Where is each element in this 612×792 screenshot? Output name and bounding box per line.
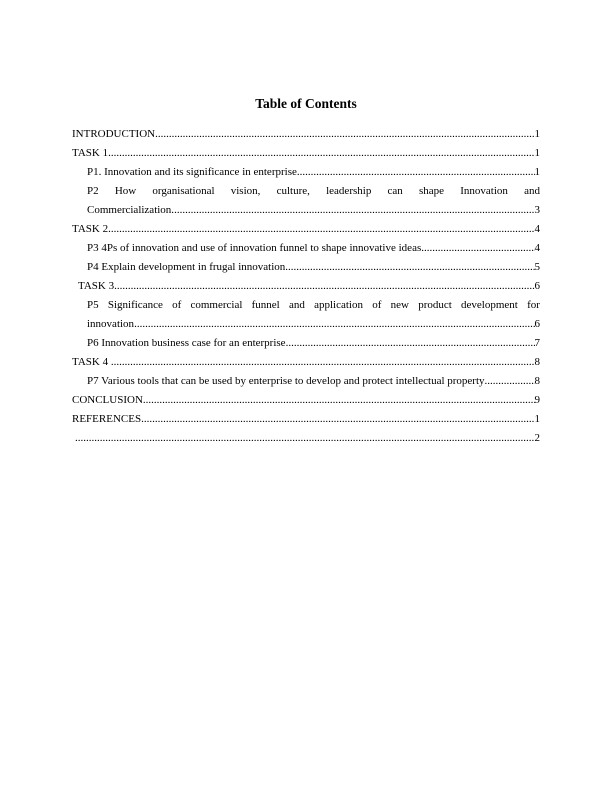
dot-leader xyxy=(421,239,534,258)
toc-word: of xyxy=(172,299,182,311)
toc-entry-p1[interactable] xyxy=(72,163,540,182)
dot-leader xyxy=(297,163,535,182)
toc-entry-page: 6 xyxy=(534,318,540,330)
dot-leader xyxy=(111,353,535,372)
toc-word: for xyxy=(527,299,540,311)
toc-entry-label: innovation xyxy=(87,318,135,330)
toc-word: of xyxy=(372,299,382,311)
toc-word: Innovation xyxy=(460,185,508,197)
toc-entry-page: 1 xyxy=(534,166,540,178)
toc-entry-label: Commercialization. xyxy=(87,204,175,216)
toc-word: P5 xyxy=(87,299,99,311)
toc-entry-label: P3 4Ps of innovation and use of innovation funnel to shape innovative ideas xyxy=(87,242,422,254)
toc-word: leadership xyxy=(326,185,372,197)
toc-entry-page: 4 xyxy=(534,242,540,254)
toc-entry-p4[interactable] xyxy=(72,258,540,277)
toc-word: commercial xyxy=(190,299,243,311)
toc-entry-p6[interactable] xyxy=(72,334,540,353)
dot-leader xyxy=(174,201,534,220)
toc-word: and xyxy=(288,299,305,311)
dot-leader xyxy=(286,334,535,353)
toc-entry-page: 9 xyxy=(534,394,540,406)
table-of-contents xyxy=(72,125,540,448)
toc-entry-introduction[interactable] xyxy=(72,125,540,144)
toc-entry-label: TASK 1 xyxy=(72,147,109,159)
toc-word: product xyxy=(418,299,452,311)
dot-leader xyxy=(134,315,534,334)
toc-entry-label: P7 Various tools that can be used by enterprise to develop and protect intellectual property xyxy=(87,375,485,387)
toc-entry-p2-line-1[interactable] xyxy=(72,182,540,201)
toc-entry-label: REFERENCES xyxy=(72,413,142,425)
toc-entry-label: TASK 4 xyxy=(72,356,111,368)
toc-entry-page: 5 xyxy=(534,261,540,273)
toc-word: organisational xyxy=(152,185,215,197)
toc-entry-page: 3 xyxy=(534,204,540,216)
toc-word: funnel xyxy=(251,299,280,311)
toc-word: P2 xyxy=(87,185,99,197)
toc-entry-p2-line-2[interactable] xyxy=(72,201,540,220)
toc-entry-page: 1 xyxy=(534,147,540,159)
toc-word: can xyxy=(387,185,403,197)
toc-entry-task-4[interactable] xyxy=(72,353,540,372)
toc-entry-references[interactable] xyxy=(72,410,540,429)
toc-word: application xyxy=(314,299,363,311)
toc-entry-page: 7 xyxy=(534,337,540,349)
dot-leader xyxy=(485,372,535,391)
dot-leader xyxy=(143,391,535,410)
toc-entry-label: P4 Explain development in frugal innovation xyxy=(87,261,286,273)
toc-entry-label: TASK 3 xyxy=(78,280,115,292)
toc-entry-page: 1 xyxy=(534,413,540,425)
toc-entry-page: 4 xyxy=(534,223,540,235)
toc-entry-blank[interactable] xyxy=(72,429,540,448)
toc-entry-p3[interactable] xyxy=(72,239,540,258)
toc-entry-p7[interactable] xyxy=(72,372,540,391)
toc-entry-page: 1 xyxy=(534,128,540,140)
toc-word: vision, xyxy=(230,185,261,197)
dot-leader xyxy=(155,125,534,144)
toc-title: Table of Contents xyxy=(255,96,357,111)
toc-entry-label: P6 Innovation business case for an enterprise xyxy=(87,337,286,349)
toc-word: new xyxy=(390,299,409,311)
dot-leader xyxy=(141,410,534,429)
toc-entry-label: INTRODUCTION xyxy=(72,128,156,140)
toc-word: and xyxy=(524,185,540,197)
toc-entry-label: P1. Innovation and its significance in enterprise xyxy=(87,166,297,178)
toc-entry-page: 2 xyxy=(534,432,540,444)
toc-entry-task-1[interactable] xyxy=(72,144,540,163)
toc-entry-page: 8 xyxy=(534,375,540,387)
toc-word: culture, xyxy=(276,185,310,197)
dot-leader xyxy=(114,277,534,296)
dot-leader xyxy=(75,429,535,448)
toc-entry-label: TASK 2 xyxy=(72,223,109,235)
toc-word: Significance xyxy=(107,299,163,311)
toc-entry-task-3[interactable] xyxy=(72,277,540,296)
toc-entry-label: CONCLUSION xyxy=(72,394,143,406)
dot-leader xyxy=(108,220,534,239)
toc-word: How xyxy=(114,185,137,197)
dot-leader xyxy=(285,258,534,277)
toc-word: shape xyxy=(418,185,445,197)
toc-entry-conclusion[interactable] xyxy=(72,391,540,410)
toc-entry-p5-line-2[interactable] xyxy=(72,315,540,334)
toc-word: development xyxy=(461,299,518,311)
toc-entry-p5-line-1[interactable] xyxy=(72,296,540,315)
toc-entry-task-2[interactable] xyxy=(72,220,540,239)
toc-entry-page: 8 xyxy=(534,356,540,368)
dot-leader xyxy=(108,144,534,163)
toc-entry-page: 6 xyxy=(534,280,540,292)
